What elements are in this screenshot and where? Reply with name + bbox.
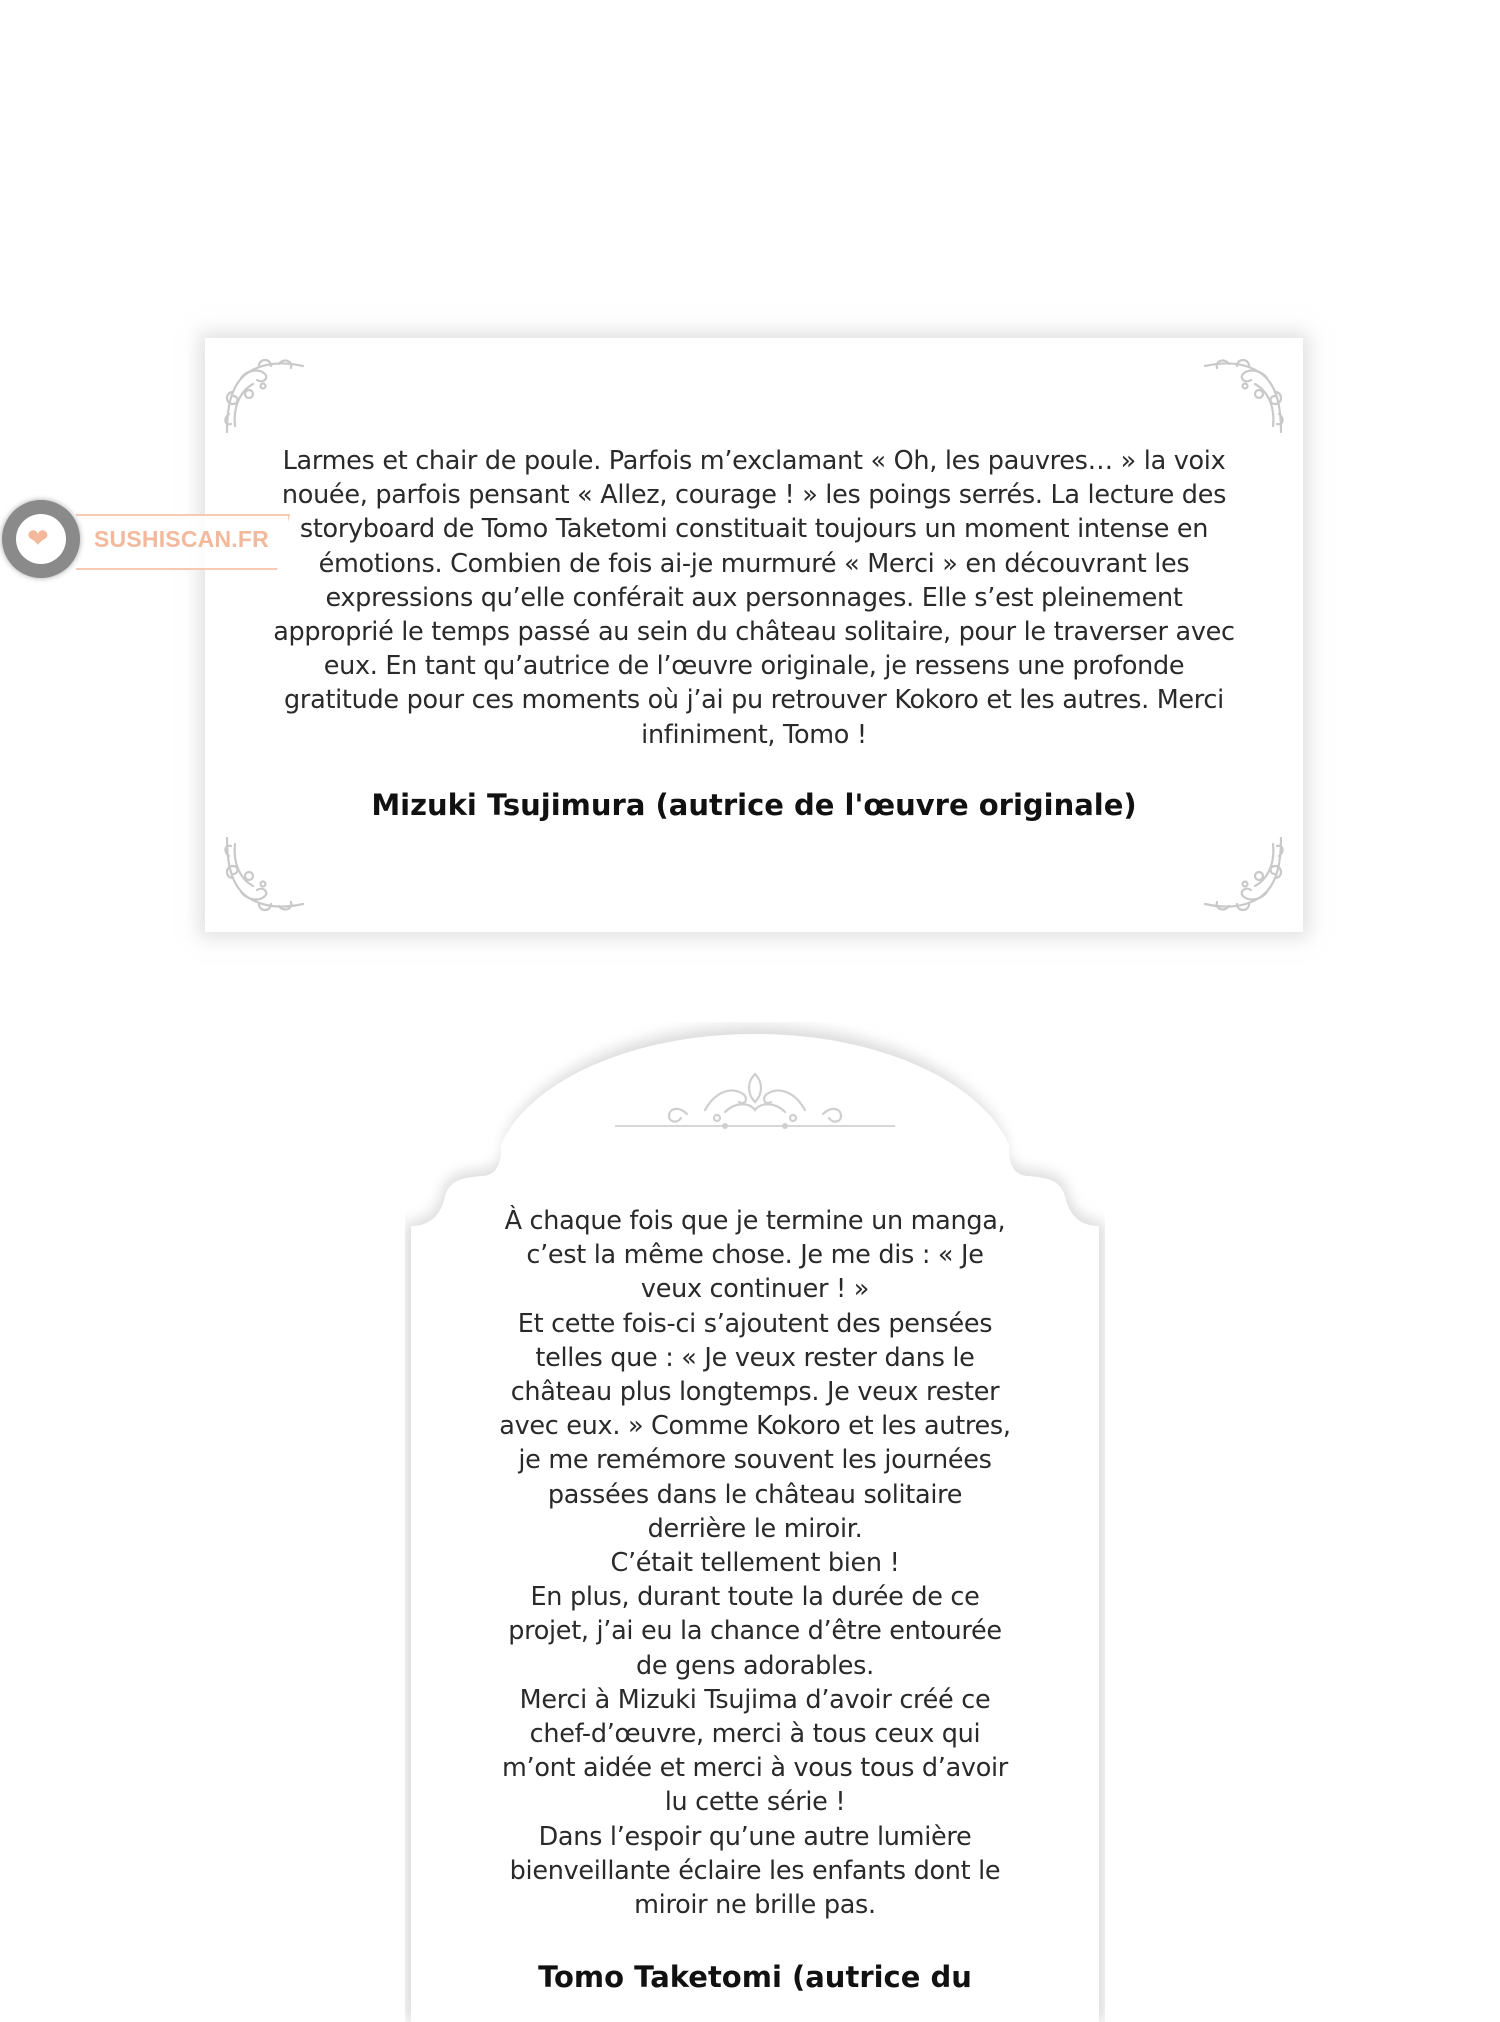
flourish-corner-icon xyxy=(1199,828,1289,918)
watermark-logo xyxy=(2,500,80,578)
author-signature: Mizuki Tsujimura (autrice de l'œuvre originale) xyxy=(371,788,1137,822)
author-message-card xyxy=(205,338,1303,932)
author-message-text: Larmes et chair de poule. Parfois m’exclamant « Oh, les pauvres… » la voix nouée, parfois pensant « Allez, courage ! » les poings serrés. La lecture des storyboard de Tomo Taketomi constituait toujours un moment intense en émotions. Combien de fois ai-je murmuré « Merci » en découvrant les expressions qu’elle conférait aux personnages. Elle s’est pleinement approprié le temps passé au sein du château solitaire, pour le traverser avec eux. En tant qu’autrice de l’œuvre originale, je ressens une profonde gratitude pour ces moments où j’ai pu retrouver Kokoro et les autres. Merci infiniment, Tomo ! xyxy=(273,446,1235,750)
site-watermark xyxy=(0,496,300,586)
artist-message-card xyxy=(405,1022,1105,2022)
artist-signature: Tomo Taketomi (autrice du xyxy=(538,1960,972,1994)
heart-logo-icon: ❤ xyxy=(27,524,49,554)
artist-message-text: À chaque fois que je termine un manga, c’est la même chose. Je me dis : « Je veux continuer ! » Et cette fois-ci s’ajoutent des pensées telles que : « Je veux rester dans le château plus longtemps. Je veux rester avec eux. » Comme Kokoro et les autres, je me remémore souvent les journées passées dans le château solitaire derrière le miroir. C’était tellement bien ! En plus, durant toute la durée de ce projet, j’ai eu la chance d’être entourée de gens adorables. Merci à Mizuki Tsujima d’avoir créé ce chef-d’œuvre, merci à tous ceux qui m’ont aidée et merci à vous tous d’avoir lu cette série ! Dans l’espoir qu’une autre lumière bienveillante éclaire les enfants dont le miroir ne brille pas. xyxy=(499,1206,1011,1921)
watermark-text: SUSHISCAN.FR xyxy=(94,526,269,552)
flourish-corner-icon xyxy=(219,828,309,918)
flourish-corner-icon xyxy=(219,352,309,442)
flourish-corner-icon xyxy=(1199,352,1289,442)
